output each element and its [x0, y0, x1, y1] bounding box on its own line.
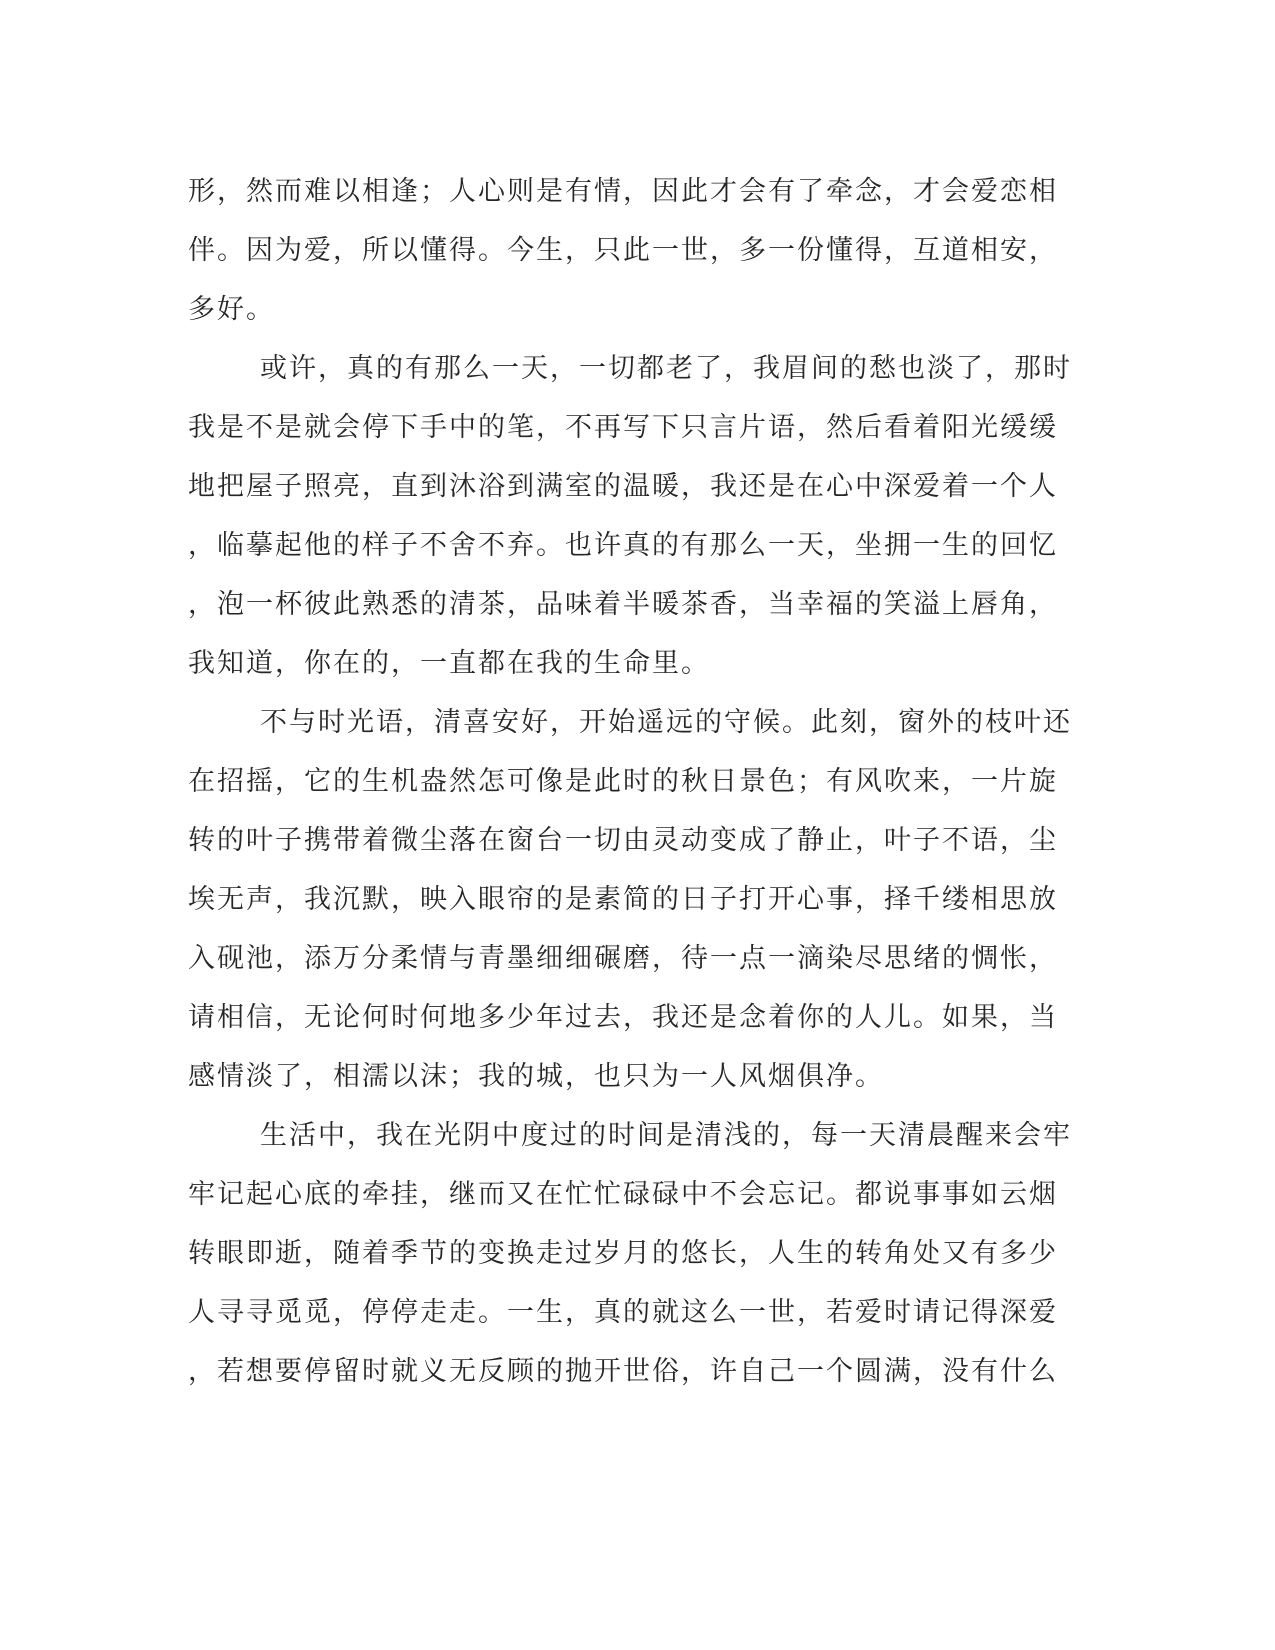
text-line: 埃无声，我沉默，映入眼帘的是素简的日子打开心事，择千缕相思放 [188, 884, 1058, 915]
text-line: ，泡一杯彼此熟悉的清茶，品味着半暖茶香，当幸福的笑溢上唇角， [188, 589, 1058, 620]
text-line: 在招摇，它的生机盎然怎可像是此时的秋日景色；有风吹来，一片旋 [188, 766, 1058, 797]
text-line: ，临摹起他的样子不舍不弃。也许真的有那么一天，坐拥一生的回忆 [188, 530, 1058, 561]
text-line: ，若想要停留时就义无反顾的抛开世俗，许自己一个圆满，没有什么 [188, 1356, 1058, 1387]
text-line: 人寻寻觅觅，停停走走。一生，真的就这么一世，若爱时请记得深爱 [188, 1297, 1058, 1328]
text-line: 多好。 [188, 294, 275, 325]
paragraph-start-line: 生活中，我在光阴中度过的时间是清浅的，每一天清晨醒来会牢 [260, 1120, 1072, 1151]
paragraph-start-line: 不与时光语，清喜安好，开始遥远的守候。此刻，窗外的枝叶还 [260, 707, 1072, 738]
body-text [188, 162, 1088, 1401]
text-line: 地把屋子照亮，直到沐浴到满室的温暖，我还是在心中深爱着一个人 [188, 471, 1058, 502]
text-line: 转眼即逝，随着季节的变换走过岁月的悠长，人生的转角处又有多少 [188, 1238, 1058, 1269]
text-line: 我知道，你在的，一直都在我的生命里。 [188, 648, 710, 679]
text-line: 伴。因为爱，所以懂得。今生，只此一世，多一份懂得，互道相安， [188, 235, 1058, 266]
paragraph-start-line: 或许，真的有那么一天，一切都老了，我眉间的愁也淡了，那时 [260, 353, 1072, 384]
text-line: 感情淡了，相濡以沫；我的城，也只为一人风烟俱净。 [188, 1061, 884, 1092]
text-line: 入砚池，添万分柔情与青墨细细碾磨，待一点一滴染尽思绪的惆怅， [188, 943, 1058, 974]
text-line: 形，然而难以相逢；人心则是有情，因此才会有了牵念，才会爱恋相 [188, 176, 1058, 207]
text-line: 转的叶子携带着微尘落在窗台一切由灵动变成了静止，叶子不语，尘 [188, 825, 1058, 856]
text-line: 请相信，无论何时何地多少年过去，我还是念着你的人儿。如果，当 [188, 1002, 1058, 1033]
text-line: 我是不是就会停下手中的笔，不再写下只言片语，然后看着阳光缓缓 [188, 412, 1058, 443]
text-line: 牢记起心底的牵挂，继而又在忙忙碌碌中不会忘记。都说事事如云烟 [188, 1179, 1058, 1210]
